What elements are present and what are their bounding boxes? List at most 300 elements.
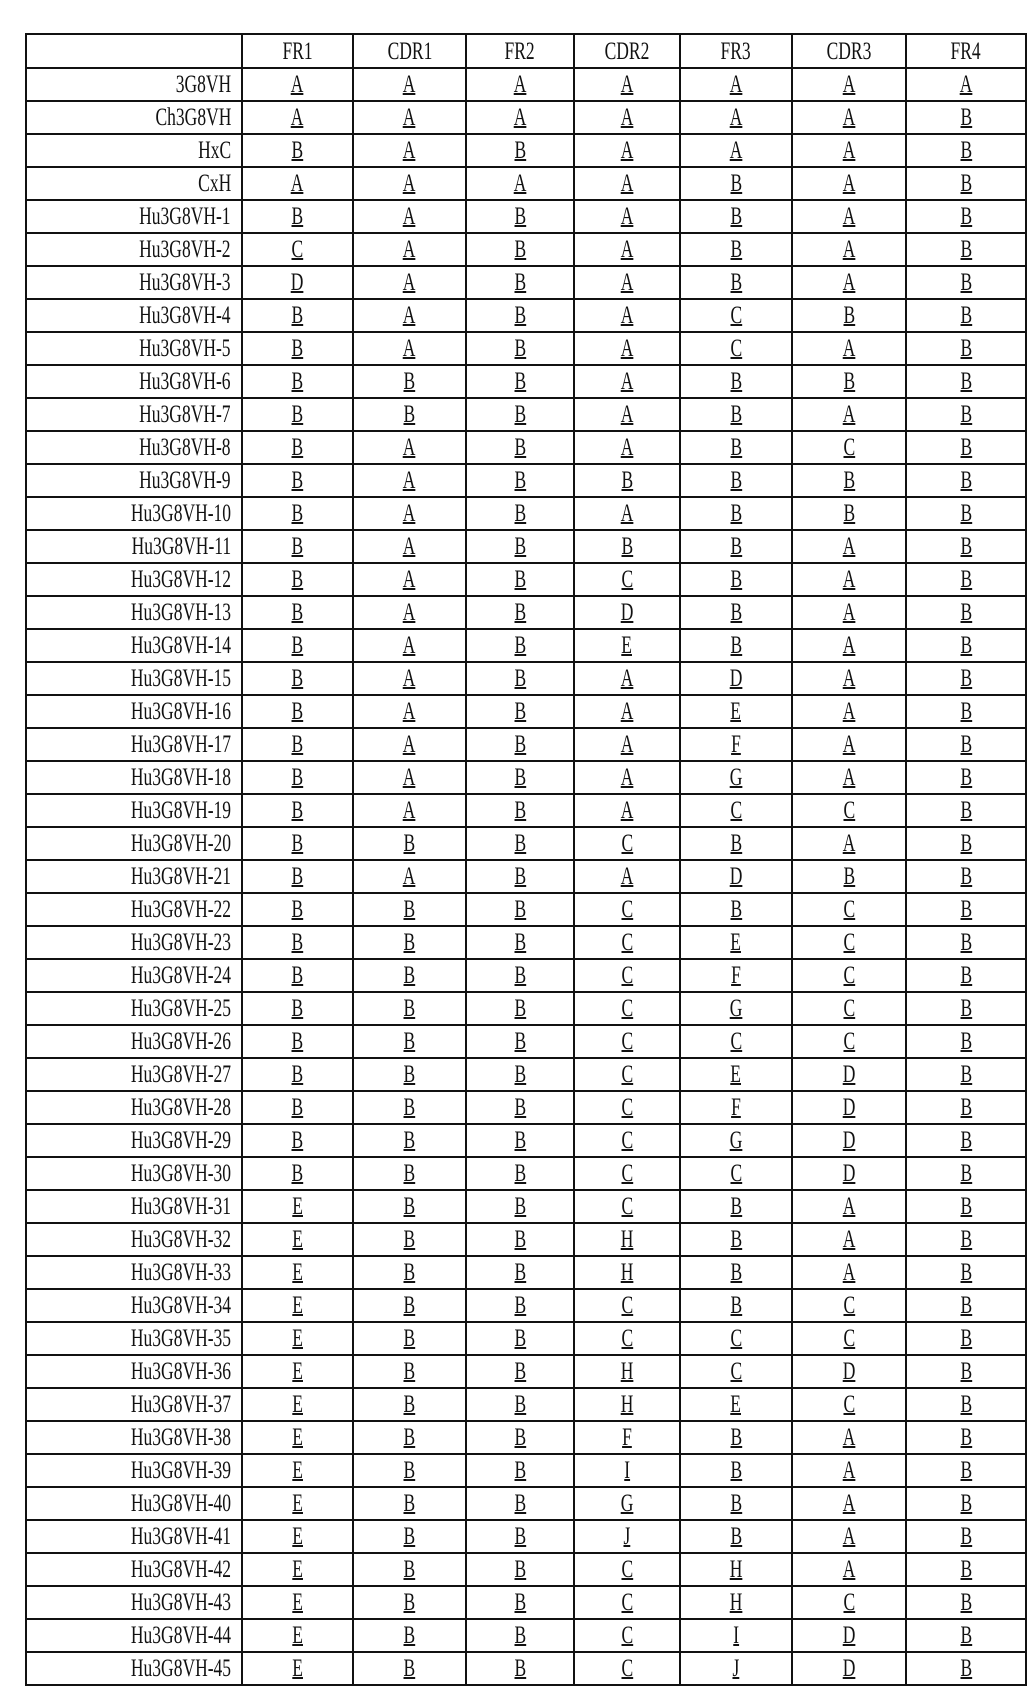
cell-value: B [404,993,416,1024]
cell-value: H [730,1587,743,1618]
row-label: Hu3G8VH-28 [131,1092,231,1123]
row-label-cell [26,233,242,266]
cell-value: B [514,1356,526,1387]
cell-value: D [843,1059,856,1090]
cell-fr4 [906,1289,1026,1322]
cell-value: B [960,102,972,133]
cell-cdr1 [353,1454,466,1487]
table-row [26,1586,1026,1619]
cell-cdr1 [353,332,466,365]
cell-fr4 [906,266,1026,299]
cell-value: B [960,1620,972,1651]
cell-value: B [514,1026,526,1057]
table-row [26,101,1026,134]
cell-fr3 [680,365,792,398]
row-label-cell [26,1619,242,1652]
cell-value: A [403,234,416,265]
cell-cdr3 [792,761,906,794]
cell-value: B [404,1521,416,1552]
cell-cdr2 [574,431,680,464]
cell-fr3 [680,1652,792,1685]
cell-value: B [292,1059,304,1090]
cell-cdr2 [574,728,680,761]
cell-value: B [843,300,855,331]
cell-cdr1 [353,563,466,596]
row-label: Hu3G8VH-44 [131,1620,231,1651]
row-label-cell [26,1388,242,1421]
cell-value: A [843,1191,856,1222]
cell-fr1 [242,200,353,233]
cell-cdr3 [792,233,906,266]
cell-fr4 [906,1421,1026,1454]
cell-value: B [514,432,526,463]
row-label: Hu3G8VH-34 [131,1290,231,1321]
table-row [26,200,1026,233]
row-label: Hu3G8VH-29 [131,1125,231,1156]
cell-cdr1 [353,1520,466,1553]
cell-value: B [960,927,972,958]
cell-cdr1 [353,464,466,497]
cell-fr1 [242,728,353,761]
cell-value: C [843,960,855,991]
cell-fr1 [242,662,353,695]
cell-value: B [514,1191,526,1222]
cell-value: B [730,498,742,529]
cell-value: C [292,234,304,265]
cell-fr3 [680,464,792,497]
row-label-cell [26,167,242,200]
cell-cdr1 [353,134,466,167]
cell-value: B [292,696,304,727]
cell-fr2 [466,497,574,530]
cell-value: B [960,1059,972,1090]
cell-value: A [403,498,416,529]
table-row [26,365,1026,398]
cell-fr1 [242,1091,353,1124]
cell-fr3 [680,596,792,629]
cell-fr3 [680,1190,792,1223]
cell-cdr3 [792,728,906,761]
cell-value: B [292,597,304,628]
cell-value: A [403,663,416,694]
cell-value: I [733,1620,739,1651]
cell-fr4 [906,1520,1026,1553]
cell-fr4 [906,233,1026,266]
cell-value: H [621,1224,634,1255]
row-label-cell [26,1487,242,1520]
cell-fr2 [466,266,574,299]
cell-fr2 [466,365,574,398]
row-label: Hu3G8VH-9 [140,465,231,496]
row-label-cell [26,1223,242,1256]
cell-value: C [621,960,633,991]
cell-cdr3 [792,530,906,563]
row-label: Hu3G8VH-43 [131,1587,231,1618]
row-label-cell [26,1256,242,1289]
cell-cdr3 [792,1289,906,1322]
cell-cdr1 [353,200,466,233]
cell-value: J [624,1521,631,1552]
cell-fr1 [242,1619,353,1652]
column-header-label: CDR2 [605,36,650,67]
cell-value: B [514,1455,526,1486]
cell-value: C [843,1026,855,1057]
cell-value: B [730,465,742,496]
cell-cdr2 [574,1652,680,1685]
cell-value: B [960,366,972,397]
cell-value: B [514,1554,526,1585]
cell-fr4 [906,662,1026,695]
cell-cdr3 [792,596,906,629]
row-label: Hu3G8VH-26 [131,1026,231,1057]
cell-value: F [731,1092,741,1123]
cell-value: A [403,267,416,298]
cell-fr2 [466,1058,574,1091]
cell-value: B [514,333,526,364]
cell-value: D [291,267,304,298]
cell-cdr1 [353,299,466,332]
cell-value: D [843,1653,856,1684]
row-label-cell [26,1157,242,1190]
cell-fr3 [680,431,792,464]
cell-value: B [960,1587,972,1618]
cell-fr1 [242,431,353,464]
table-row [26,1289,1026,1322]
cell-fr2 [466,992,574,1025]
table-row [26,563,1026,596]
cell-fr4 [906,1223,1026,1256]
cell-value: C [621,1653,633,1684]
row-label: Hu3G8VH-12 [131,564,231,595]
cell-cdr2 [574,530,680,563]
cell-fr3 [680,1058,792,1091]
cell-fr3 [680,695,792,728]
cell-value: B [404,1026,416,1057]
cell-fr1 [242,1487,353,1520]
cell-fr1 [242,1190,353,1223]
cell-value: C [621,1620,633,1651]
cell-cdr3 [792,860,906,893]
cell-value: C [730,1158,742,1189]
cell-cdr3 [792,1223,906,1256]
cell-value: B [960,333,972,364]
cell-cdr1 [353,1553,466,1586]
cell-fr2 [466,398,574,431]
cell-cdr3 [792,695,906,728]
cell-value: B [292,300,304,331]
cell-value: A [843,564,856,595]
cell-value: C [621,1554,633,1585]
table-row [26,530,1026,563]
row-label-cell [26,1454,242,1487]
table-row [26,464,1026,497]
column-header-label: FR3 [721,36,751,67]
cell-cdr2 [574,761,680,794]
cell-fr4 [906,1355,1026,1388]
cell-value: B [960,1158,972,1189]
cell-value: A [843,1455,856,1486]
table-row [26,1025,1026,1058]
cell-fr1 [242,1124,353,1157]
cell-value: A [843,201,856,232]
column-header-label: FR2 [505,36,535,67]
cell-value: B [960,1653,972,1684]
cell-value: B [404,1125,416,1156]
row-label-cell [26,1652,242,1685]
table-row [26,959,1026,992]
cell-fr1 [242,167,353,200]
cell-cdr3 [792,1454,906,1487]
cell-fr4 [906,1190,1026,1223]
cell-value: A [843,1257,856,1288]
cell-value: B [960,168,972,199]
table-row [26,662,1026,695]
cell-value: C [621,1125,633,1156]
row-label-cell [26,794,242,827]
cell-cdr1 [353,1619,466,1652]
cell-fr2 [466,1091,574,1124]
cell-value: B [292,960,304,991]
cell-value: B [404,1059,416,1090]
cell-value: A [843,696,856,727]
cell-value: B [514,498,526,529]
cell-fr1 [242,1454,353,1487]
cell-value: B [404,894,416,925]
row-label-cell [26,1289,242,1322]
cell-value: B [960,399,972,430]
cell-fr2 [466,68,574,101]
cell-value: A [403,531,416,562]
cell-cdr1 [353,1190,466,1223]
cell-fr4 [906,563,1026,596]
cell-fr1 [242,893,353,926]
cell-value: E [622,630,633,661]
cell-value: B [514,135,526,166]
row-label-cell [26,266,242,299]
cell-value: B [960,531,972,562]
row-label: Hu3G8VH-20 [131,828,231,859]
cell-value: B [960,1488,972,1519]
cell-value: B [960,861,972,892]
row-label-cell [26,431,242,464]
cell-value: B [404,399,416,430]
cell-value: A [621,795,634,826]
cell-value: B [514,795,526,826]
cell-fr3 [680,200,792,233]
cell-fr3 [680,1520,792,1553]
cell-cdr2 [574,1157,680,1190]
cell-value: B [960,1389,972,1420]
cell-cdr3 [792,1355,906,1388]
cell-value: A [960,69,973,100]
cell-fr2 [466,167,574,200]
cell-cdr2 [574,1322,680,1355]
row-label: Hu3G8VH-27 [131,1059,231,1090]
cell-value: B [292,201,304,232]
row-label: Hu3G8VH-25 [131,993,231,1024]
cell-value: C [621,1158,633,1189]
row-label: Hu3G8VH-39 [131,1455,231,1486]
cell-fr3 [680,1223,792,1256]
cell-value: B [404,1587,416,1618]
cell-cdr1 [353,596,466,629]
cell-fr2 [466,1322,574,1355]
cell-fr4 [906,398,1026,431]
cell-cdr3 [792,1487,906,1520]
cell-cdr3 [792,1322,906,1355]
cell-value: E [292,1356,303,1387]
cell-cdr1 [353,530,466,563]
cell-value: A [621,696,634,727]
row-label-cell [26,827,242,860]
row-label: Hu3G8VH-32 [131,1224,231,1255]
cell-value: G [730,762,743,793]
cell-value: B [514,696,526,727]
cell-cdr2 [574,695,680,728]
row-label: Hu3G8VH-37 [131,1389,231,1420]
cell-value: B [404,1191,416,1222]
cell-fr1 [242,1421,353,1454]
cell-value: B [292,531,304,562]
cell-fr4 [906,893,1026,926]
cell-value: B [843,498,855,529]
table-row [26,1652,1026,1685]
cell-cdr1 [353,233,466,266]
cell-value: A [730,102,743,133]
cell-value: C [621,828,633,859]
cell-cdr2 [574,1256,680,1289]
cell-cdr3 [792,101,906,134]
cell-fr3 [680,1025,792,1058]
cell-cdr3 [792,629,906,662]
row-label-cell [26,1553,242,1586]
cell-fr3 [680,299,792,332]
cell-value: B [730,1224,742,1255]
cell-value: B [404,1389,416,1420]
cell-cdr3 [792,266,906,299]
cell-value: A [843,531,856,562]
table-row [26,1256,1026,1289]
cell-cdr2 [574,1091,680,1124]
table-row [26,893,1026,926]
cell-value: C [621,1587,633,1618]
cell-cdr3 [792,1586,906,1619]
cell-value: A [621,102,634,133]
row-label: 3G8VH [176,69,231,100]
cell-value: B [292,432,304,463]
cell-value: A [403,861,416,892]
cell-fr3 [680,398,792,431]
row-label-cell [26,860,242,893]
cell-fr3 [680,1091,792,1124]
cell-value: B [514,729,526,760]
cell-fr3 [680,1157,792,1190]
cell-value: B [292,1092,304,1123]
cell-fr1 [242,1058,353,1091]
cell-fr1 [242,1025,353,1058]
cell-value: B [404,927,416,958]
column-header-fr3 [680,34,792,68]
cell-cdr1 [353,761,466,794]
cell-fr2 [466,1520,574,1553]
cell-value: B [960,564,972,595]
cell-value: B [960,1521,972,1552]
table-row [26,761,1026,794]
cell-value: B [514,960,526,991]
cell-value: H [621,1257,634,1288]
cell-cdr3 [792,1652,906,1685]
cell-value: B [292,762,304,793]
cell-value: E [731,927,742,958]
cell-cdr1 [353,1388,466,1421]
cell-value: A [843,333,856,364]
cell-value: B [292,564,304,595]
cell-value: B [960,729,972,760]
cell-fr2 [466,1619,574,1652]
cell-value: C [843,927,855,958]
cell-fr4 [906,200,1026,233]
cell-value: C [730,1323,742,1354]
row-label: Hu3G8VH-17 [131,729,231,760]
cell-fr1 [242,794,353,827]
cell-fr1 [242,1586,353,1619]
cell-fr3 [680,1619,792,1652]
cell-fr1 [242,1289,353,1322]
column-header-fr4 [906,34,1026,68]
cell-value: A [403,168,416,199]
cell-value: A [403,300,416,331]
cell-value: B [514,1587,526,1618]
cell-fr4 [906,1256,1026,1289]
cell-fr1 [242,596,353,629]
table-row [26,860,1026,893]
row-label: Hu3G8VH-16 [131,696,231,727]
cell-cdr1 [353,860,466,893]
row-label-cell [26,332,242,365]
cell-cdr2 [574,1586,680,1619]
cell-value: C [843,795,855,826]
cell-value: B [730,531,742,562]
cell-value: A [843,663,856,694]
cell-value: B [730,399,742,430]
cell-value: B [292,828,304,859]
cell-value: C [621,1290,633,1321]
cell-value: A [514,69,527,100]
table-body [26,68,1026,1685]
cell-value: A [730,69,743,100]
cell-value: B [514,267,526,298]
cell-value: B [730,201,742,232]
cell-value: C [730,1356,742,1387]
cell-fr1 [242,266,353,299]
cell-value: C [730,1026,742,1057]
cell-cdr1 [353,497,466,530]
cell-fr2 [466,1256,574,1289]
cell-fr1 [242,761,353,794]
row-label: Hu3G8VH-36 [131,1356,231,1387]
cell-fr1 [242,464,353,497]
cell-value: B [960,1191,972,1222]
cell-fr4 [906,1058,1026,1091]
row-label-cell [26,629,242,662]
cell-value: B [514,597,526,628]
cell-fr2 [466,1190,574,1223]
cell-cdr2 [574,1223,680,1256]
row-label-cell [26,101,242,134]
row-label: Hu3G8VH-18 [131,762,231,793]
cell-value: B [292,894,304,925]
cell-cdr2 [574,365,680,398]
